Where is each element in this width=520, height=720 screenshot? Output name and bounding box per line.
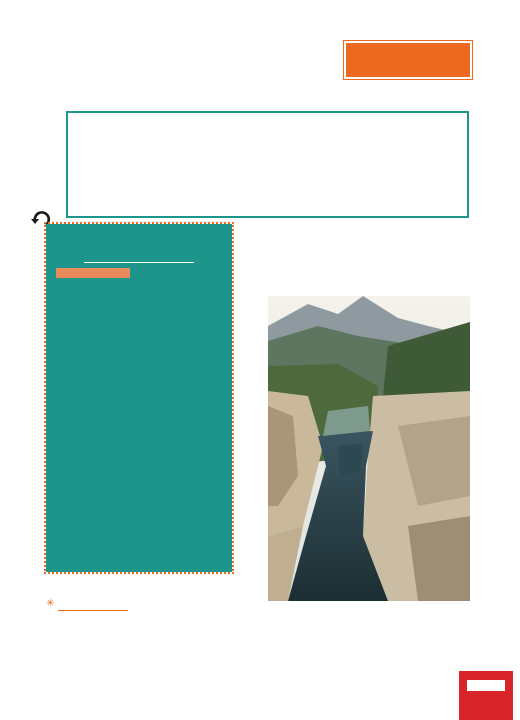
activity-title-underline [58,610,128,611]
river-gorge-photo [268,296,470,601]
true-false-table [66,111,469,218]
activity-star-icon: ✳ [46,598,55,609]
section-tab [344,41,472,79]
poem-panel-border [44,222,234,574]
page-number-tab [459,671,513,720]
page-number [467,680,505,691]
